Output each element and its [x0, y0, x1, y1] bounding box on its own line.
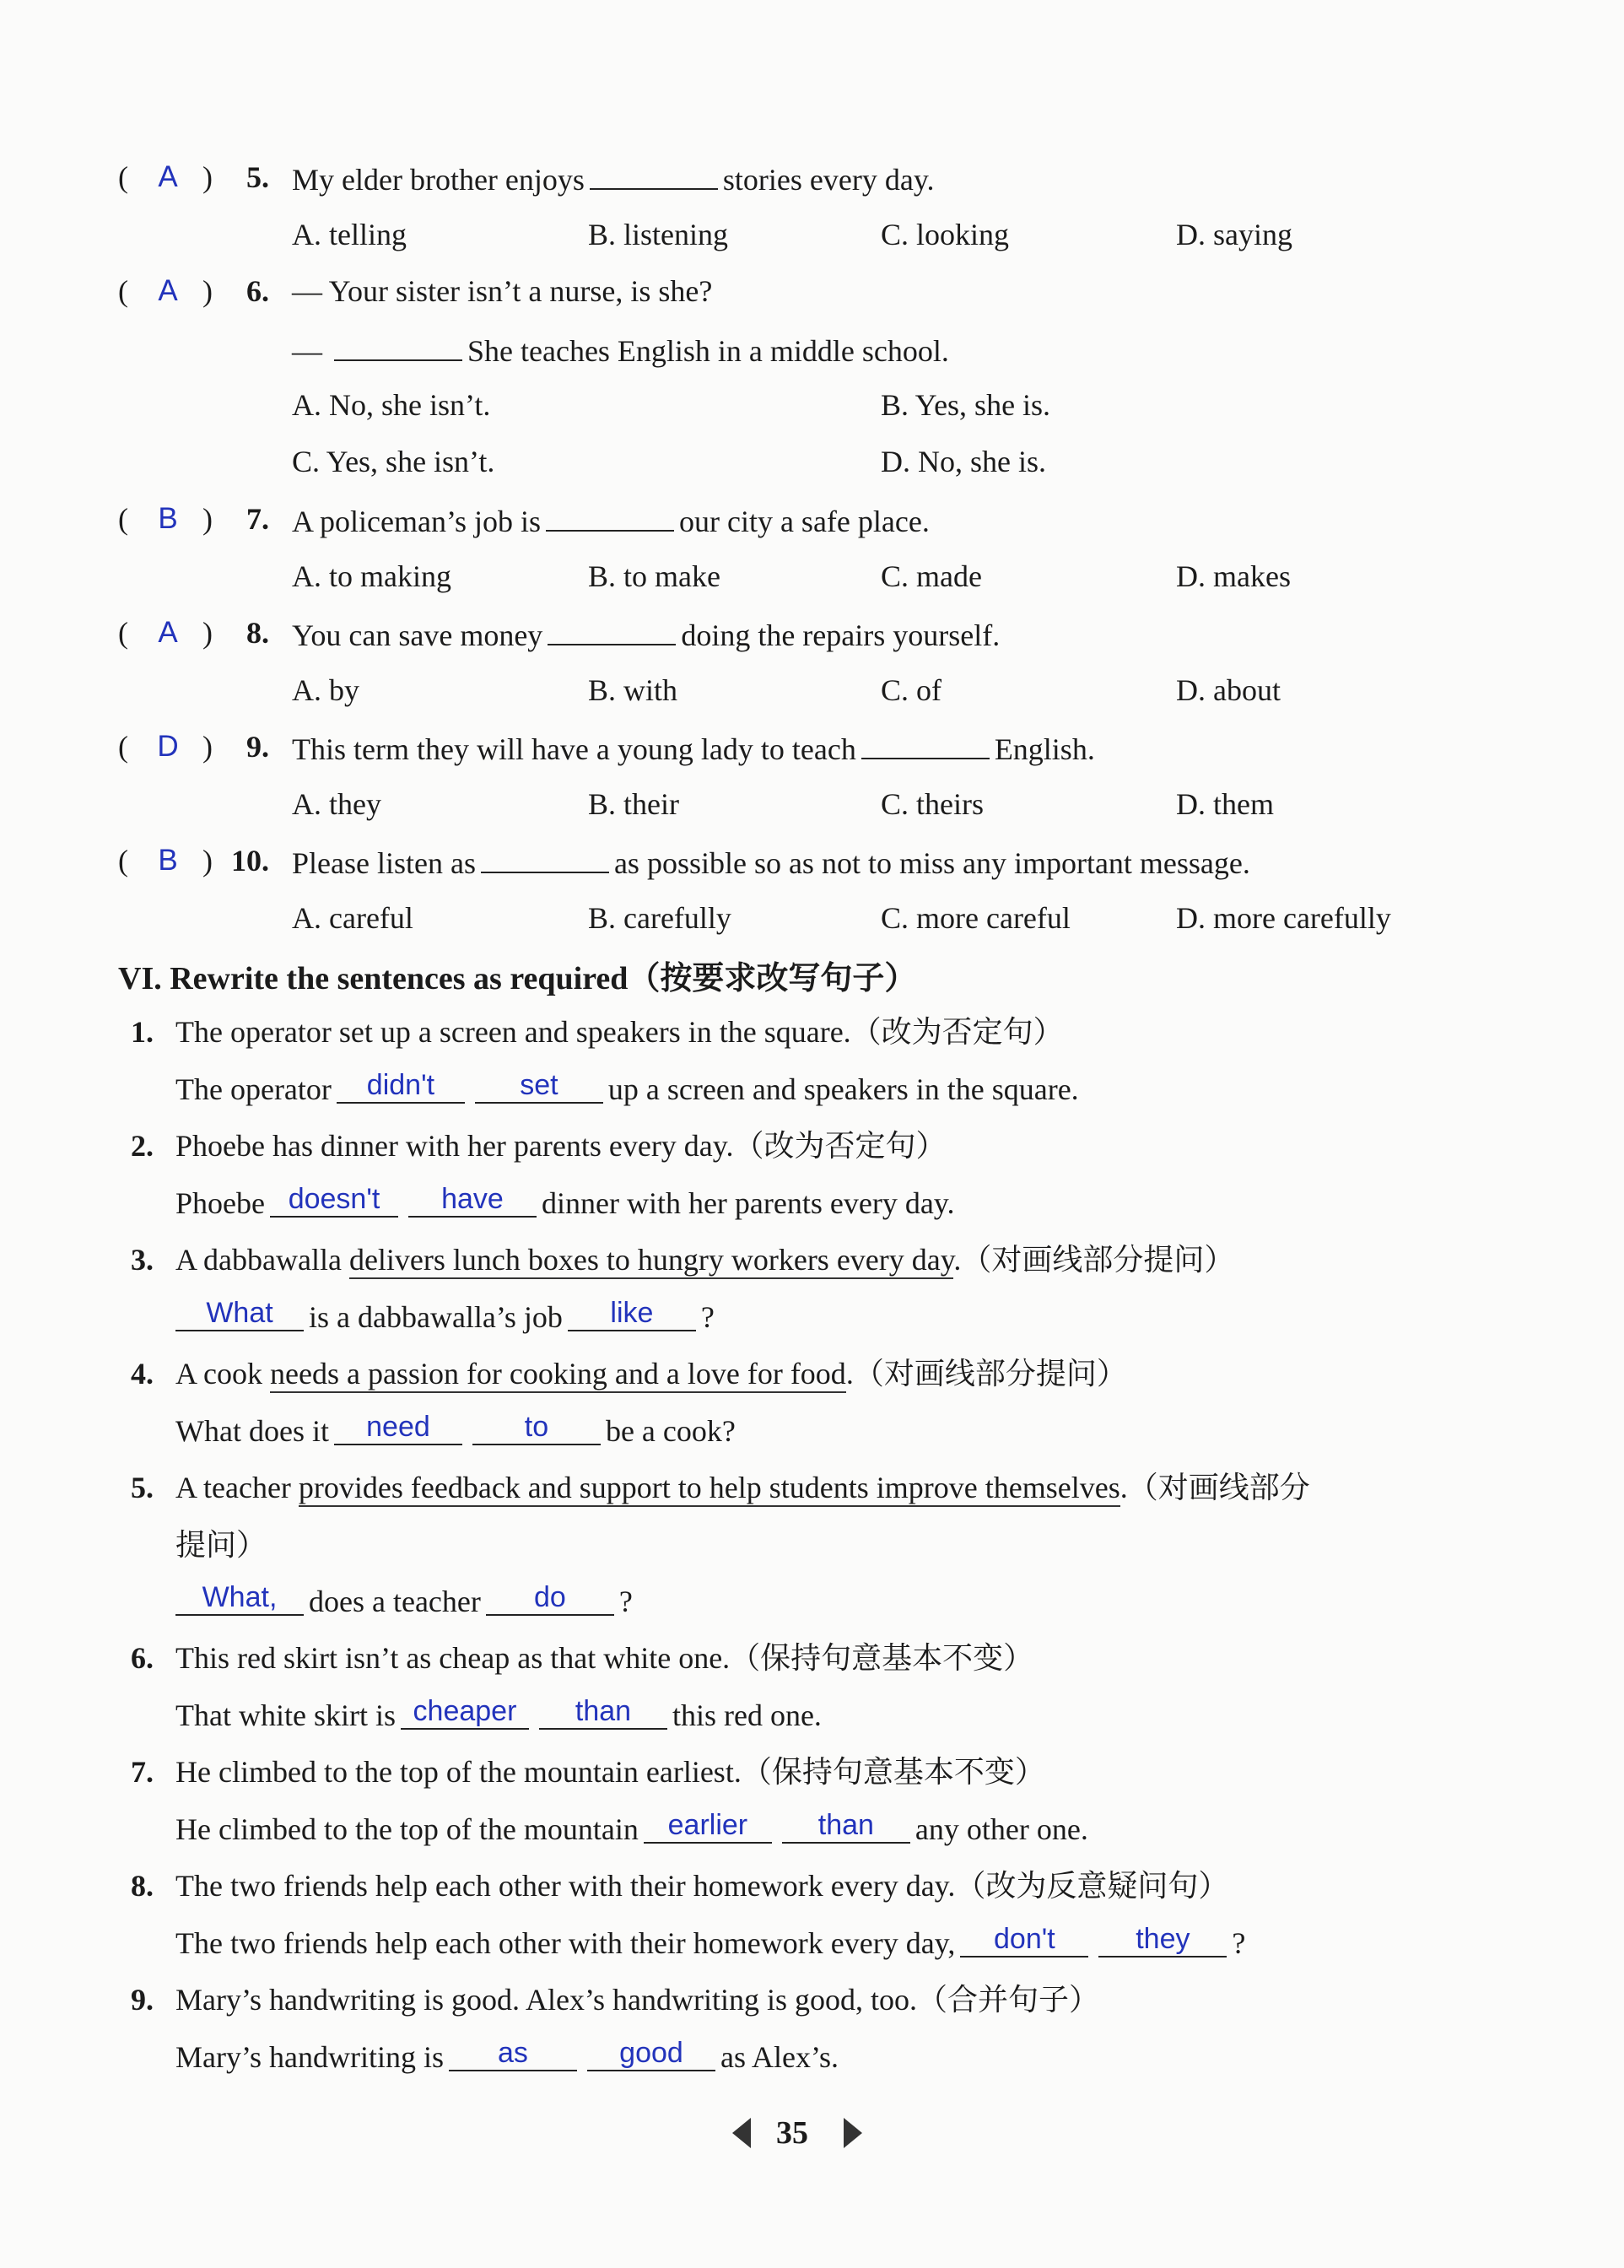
- answer-text: as Alex’s.: [720, 2040, 839, 2074]
- answer-blank: [546, 498, 674, 532]
- option: A. to making: [292, 559, 451, 593]
- answer-text: ?: [618, 1585, 633, 1618]
- question-text: 提问）: [175, 1528, 267, 1562]
- option: A. careful: [292, 901, 413, 935]
- answer-blank: [481, 840, 609, 873]
- answer-fill: than: [539, 1694, 667, 1730]
- question-number: 5.: [131, 1471, 154, 1504]
- mc-answer: D: [157, 730, 179, 763]
- question-text: This red skirt isn’t as cheap as that white one.（保持句意基本不变）: [175, 1641, 1034, 1675]
- question-number: 9.: [246, 730, 269, 764]
- option: C. made: [881, 559, 982, 593]
- question-text: Please listen as: [292, 846, 476, 880]
- question-text: .（对画线部分: [1120, 1471, 1310, 1504]
- answer-text: ?: [700, 1300, 715, 1334]
- answer-fill: doesn't: [270, 1182, 398, 1218]
- page-number: 35: [776, 2115, 808, 2151]
- option: B. with: [588, 673, 678, 707]
- option: B. Yes, she is.: [881, 388, 1051, 422]
- answer-text: is a dabbawalla’s job: [309, 1300, 563, 1334]
- answer-text: any other one.: [915, 1812, 1088, 1846]
- question-text: .（对画线部分提问）: [953, 1243, 1235, 1277]
- question-number: 8.: [246, 616, 269, 650]
- answer-fill: earlier: [644, 1808, 772, 1844]
- question-number: 7.: [246, 502, 269, 536]
- question-text: A cook: [175, 1357, 270, 1390]
- answer-fill: like: [568, 1296, 696, 1331]
- answer-fill: to: [472, 1410, 601, 1445]
- answer-text: this red one.: [672, 1698, 822, 1732]
- answer-fill: good: [587, 2036, 715, 2071]
- answer-fill: set: [475, 1068, 603, 1104]
- question-text: This term they will have a young lady to teach: [292, 732, 856, 766]
- answer-text: The two friends help each other with their homework every day,: [175, 1926, 956, 1960]
- option: C. looking: [881, 218, 1010, 251]
- option: A. by: [292, 673, 359, 707]
- question-text: .（对画线部分提问）: [845, 1357, 1127, 1390]
- answer-text: He climbed to the top of the mountain: [175, 1812, 639, 1846]
- question-number: 10.: [231, 844, 269, 878]
- option: B. to make: [588, 559, 720, 593]
- answer-fill: didn't: [337, 1068, 465, 1104]
- answer-fill: don't: [960, 1922, 1088, 1958]
- question-text: My elder brother enjoys: [292, 163, 585, 197]
- option: C. Yes, she isn’t.: [292, 445, 495, 478]
- mc-answer: B: [158, 844, 178, 877]
- question-text: doing the repairs yourself.: [681, 618, 1001, 652]
- section-title: VI. Rewrite the sentences as required（按要求改写句子）: [118, 961, 917, 996]
- option: C. theirs: [881, 787, 984, 821]
- question-text: A teacher: [175, 1471, 299, 1504]
- option: A. they: [292, 787, 381, 821]
- answer-blank: [861, 726, 990, 759]
- option: B. listening: [588, 218, 729, 251]
- underlined-text: delivers lunch boxes to hungry workers every day: [349, 1243, 953, 1279]
- answer-text: up a screen and speakers in the square.: [607, 1072, 1079, 1106]
- answer-text: does a teacher: [309, 1585, 481, 1618]
- option: C. more careful: [881, 901, 1071, 935]
- worksheet-page: ( A ) 5. My elder brother enjoys stories every day. A. telling B. listening C. looking D. saying ( A ) 6. — Your sister isn’t a nurse, is she? — She teaches English in a middle school. A. No, she isn’t. B. Yes, she is. C. Yes, she isn’t. D. No, she is. ( B ) 7. A policeman’s job is our city a safe place. A. to making B. to make C. made D. makes ( A ) 8. You can save money doing the repairs yourself. A. by B. with C. of D. about ( D ) 9. This term they will have a young lady to teach English. A. they B. their C. theirs D. them ( B ) 10. Please listen as as possible so as not to miss any important message. A. careful B. carefully C. more careful D. more carefully VI. Rewrite the sentences as required（按要求改写句子） 1. The operator set up a screen and speakers in the square.（改为否定句） The operator didn't set up a screen and speakers in the square. 2. Phoebe has dinner with her parents every day.（改为否定句） Phoebe doesn't have dinner with her parents every day. 3. A dabbawalla delivers lunch boxes to hungry workers every day.（对画线部分提问） What is a dabbawalla’s job like ? 4. A cook needs a passion for cooking and a love for food.（对画线部分提问） What does it need to be a cook? 5. A teacher provides feedback and support to help students improve themselves.（对画线部分 提问） What, does a teacher do ? 6. This red skirt isn’t as cheap as that white one.（保持句意基本不变） That white skirt is cheaper than this red one. 7. He climbed to the top of the mountain earliest.（保持句意基本不变） He climbed to the top of the mountain earlier than any other one. 8. The two friends help each other with their homework every day.（改为反意疑问句） The two friends help each other with their homework every day, don't they ? 9. Mary’s handwriting is good. Alex’s handwriting is good, too.（合并句子） Mary’s handwriting is as good as Alex’s. 35: [0, 0, 1624, 2268]
- option: B. carefully: [588, 901, 731, 935]
- question-text: He climbed to the top of the mountain earliest.（保持句意基本不变）: [175, 1755, 1045, 1789]
- next-page-icon[interactable]: [844, 2118, 862, 2148]
- mc-answer: A: [158, 274, 178, 307]
- question-text: The operator set up a screen and speakers in the square.（改为否定句）: [175, 1015, 1064, 1049]
- question-text: — Your sister isn’t a nurse, is she?: [292, 274, 713, 308]
- question-text: A dabbawalla: [175, 1243, 349, 1277]
- answer-fill: cheaper: [401, 1694, 529, 1730]
- option: B. their: [588, 787, 679, 821]
- answer-blank: [548, 612, 676, 645]
- question-number: 1.: [131, 1015, 154, 1049]
- answer-text: The operator: [175, 1072, 332, 1106]
- question-text: You can save money: [292, 618, 543, 652]
- option: D. makes: [1176, 559, 1291, 593]
- question-number: 8.: [131, 1869, 154, 1903]
- answer-text: ?: [1232, 1926, 1246, 1960]
- answer-text: Mary’s handwriting is: [175, 2040, 444, 2074]
- answer-fill: need: [334, 1410, 462, 1445]
- mc-answer: B: [158, 502, 178, 535]
- question-text: She teaches English in a middle school.: [467, 334, 949, 368]
- option: D. No, she is.: [881, 445, 1046, 478]
- question-number: 5.: [246, 160, 269, 194]
- answer-fill: do: [486, 1580, 614, 1616]
- answer-fill: they: [1098, 1922, 1227, 1958]
- answer-text: Phoebe: [175, 1186, 265, 1220]
- option: D. saying: [1176, 218, 1292, 251]
- answer-text: be a cook?: [605, 1414, 736, 1448]
- question-text: A policeman’s job is: [292, 505, 541, 538]
- question-text: as possible so as not to miss any important message.: [613, 846, 1250, 880]
- answer-fill: What,: [175, 1580, 304, 1616]
- question-number: 2.: [131, 1129, 154, 1163]
- underlined-text: provides feedback and support to help students improve themselves: [299, 1471, 1120, 1507]
- answer-fill: What: [175, 1296, 304, 1331]
- question-number: 6.: [131, 1641, 154, 1675]
- question-number: 4.: [131, 1357, 154, 1390]
- question-text: Phoebe has dinner with her parents every day.（改为否定句）: [175, 1129, 947, 1163]
- mc-answer: A: [158, 616, 178, 649]
- option: C. of: [881, 673, 941, 707]
- answer-fill: have: [408, 1182, 537, 1218]
- answer-fill: than: [782, 1808, 910, 1844]
- mc-answer: A: [158, 160, 178, 193]
- option: A. No, she isn’t.: [292, 388, 491, 422]
- answer-blank: [334, 327, 462, 361]
- question-number: 6.: [246, 274, 269, 308]
- answer-blank: [590, 156, 718, 190]
- question-text: The two friends help each other with their homework every day.（改为反意疑问句）: [175, 1869, 1229, 1903]
- answer-text: What does it: [175, 1414, 329, 1448]
- answer-text: dinner with her parents every day.: [541, 1186, 955, 1220]
- question-number: 7.: [131, 1755, 154, 1789]
- answer-text: That white skirt is: [175, 1698, 396, 1732]
- question-text: English.: [994, 732, 1095, 766]
- answer-fill: as: [449, 2036, 577, 2071]
- underlined-text: needs a passion for cooking and a love for food: [270, 1357, 846, 1393]
- option: D. them: [1176, 787, 1274, 821]
- question-number: 3.: [131, 1243, 154, 1277]
- question-text: our city a safe place.: [678, 505, 930, 538]
- option: D. more carefully: [1176, 901, 1391, 935]
- dash: —: [292, 334, 322, 368]
- question-number: 9.: [131, 1983, 154, 2017]
- question-text: Mary’s handwriting is good. Alex’s handwriting is good, too.（合并句子）: [175, 1983, 1099, 2017]
- question-text: stories every day.: [722, 163, 935, 197]
- option: A. telling: [292, 218, 407, 251]
- option: D. about: [1176, 673, 1281, 707]
- prev-page-icon[interactable]: [732, 2118, 751, 2148]
